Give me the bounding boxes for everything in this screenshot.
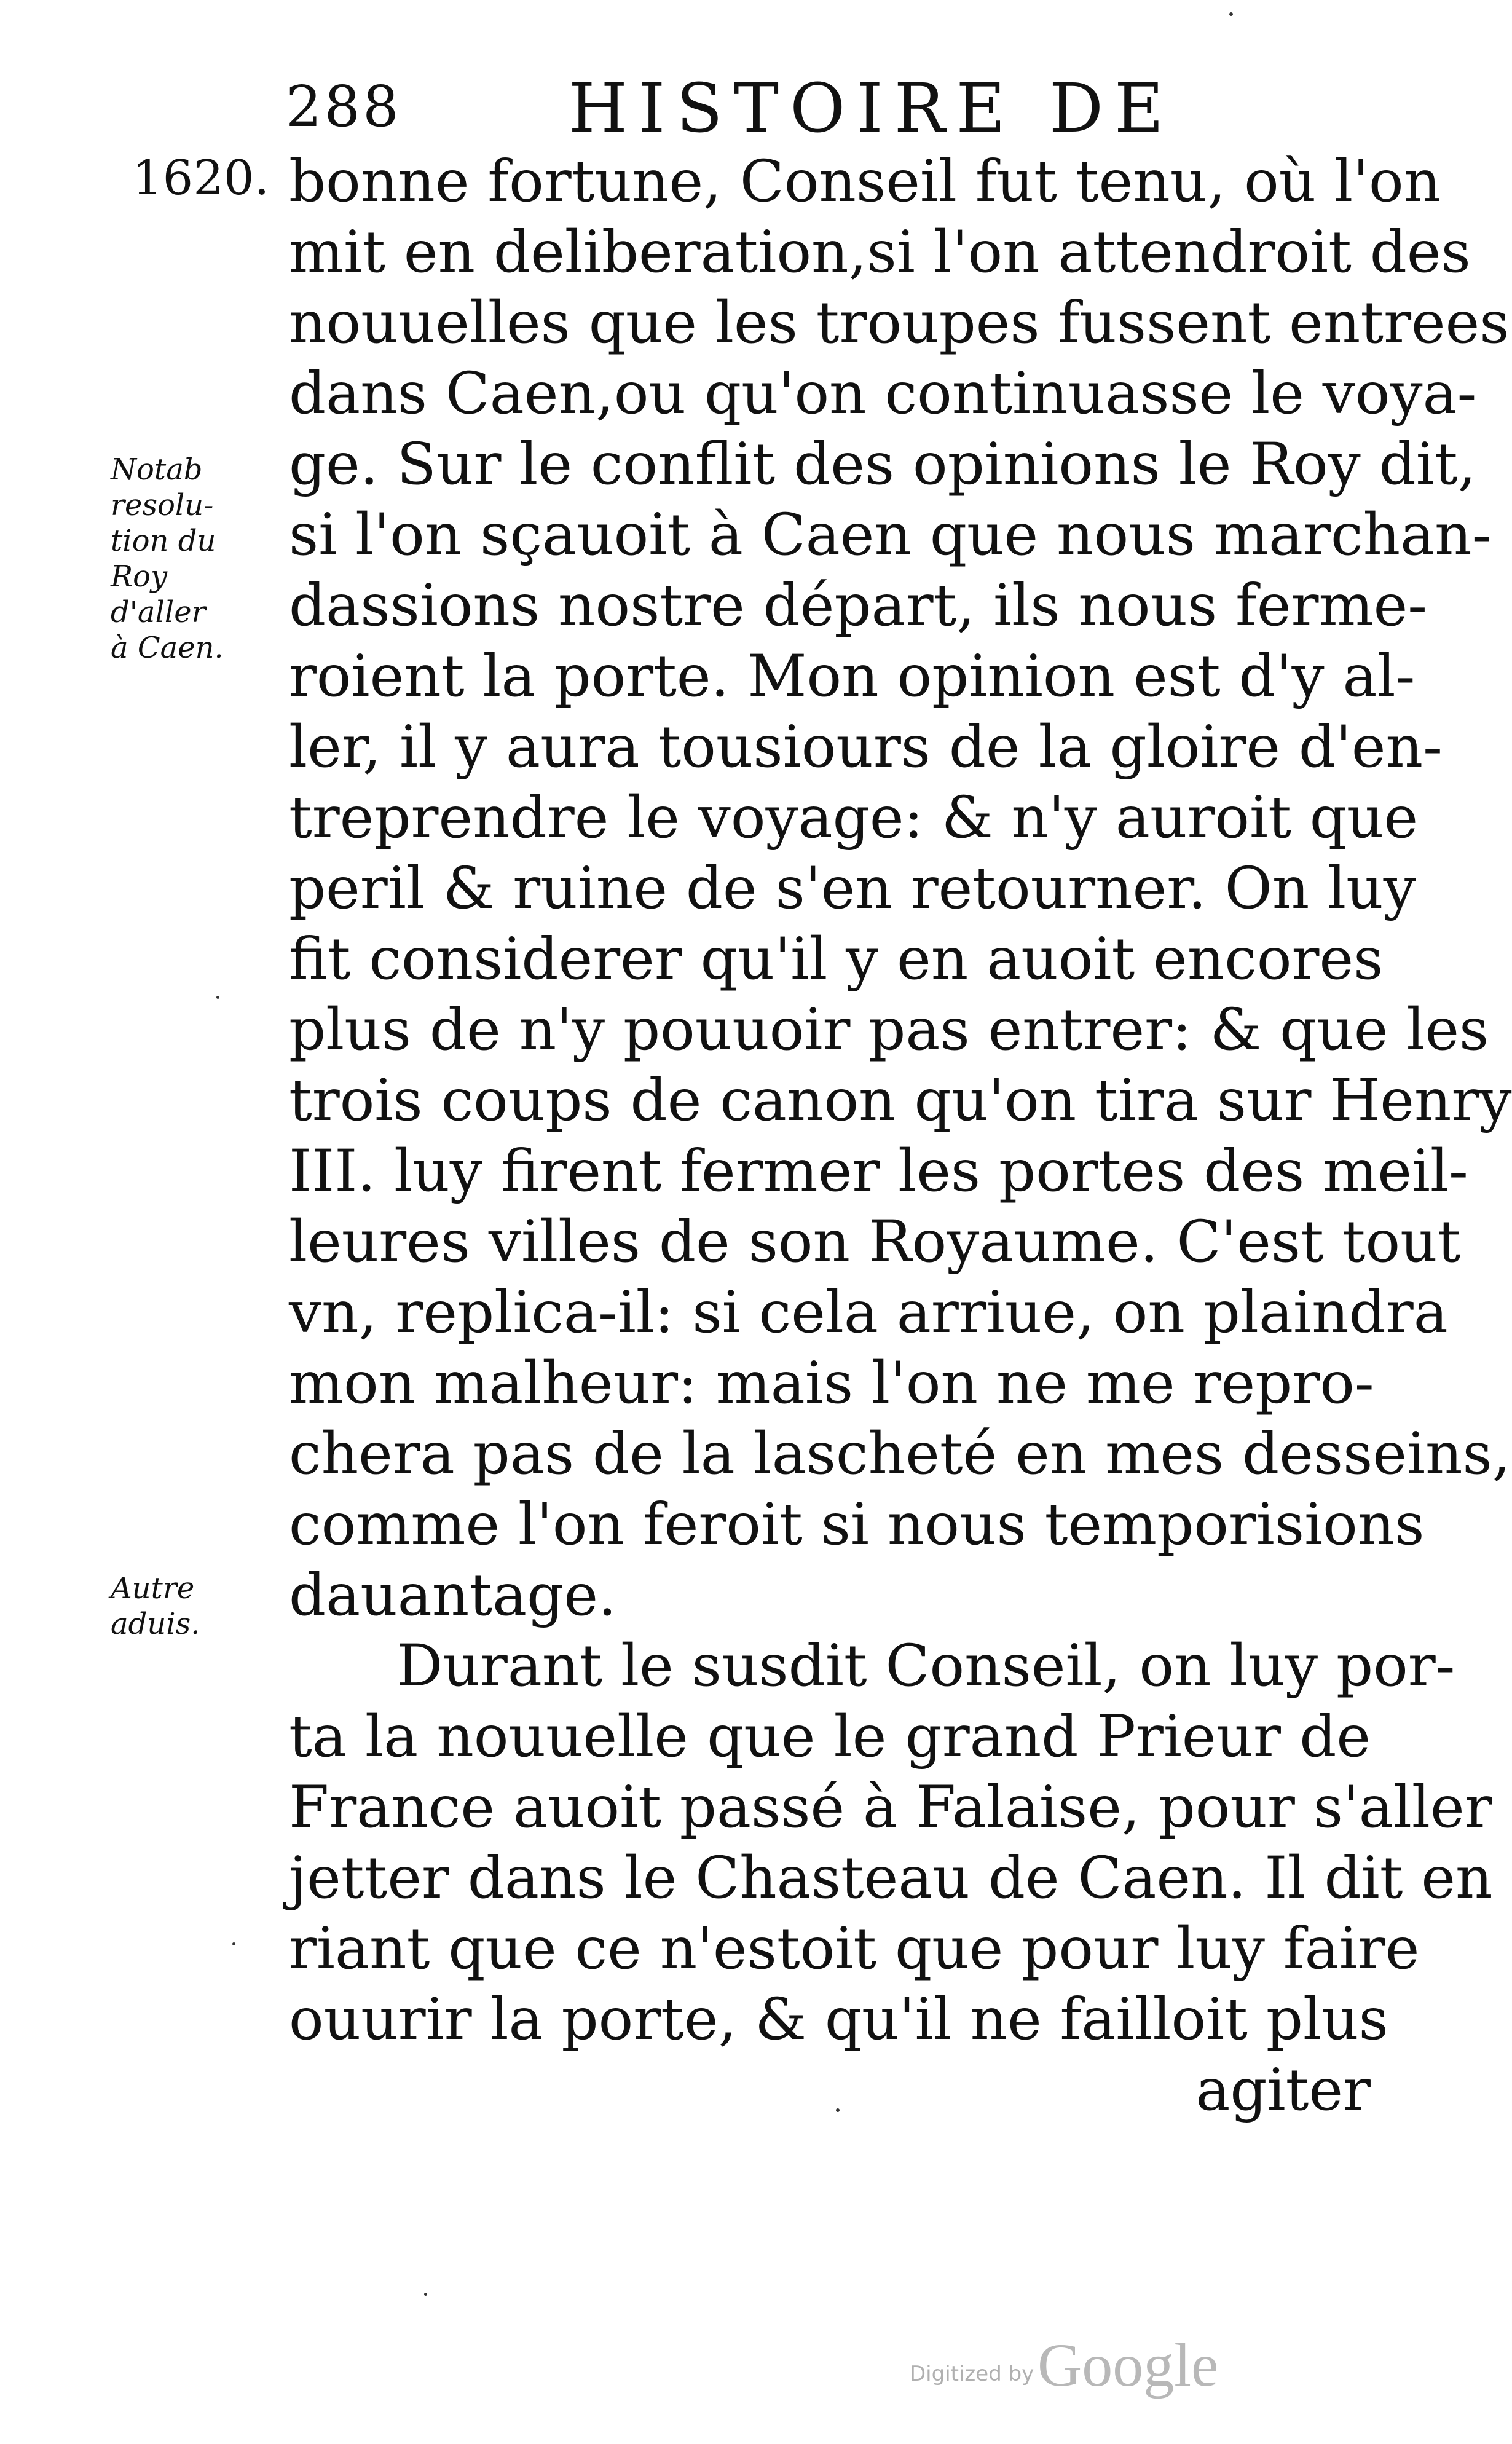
ink-speck [232,1942,235,1945]
ink-speck [216,996,219,999]
margin-note-line: d'aller [111,595,206,629]
text-line: roient la porte. Mon opinion est d'y al- [289,643,1416,710]
margin-note-line: Autre [111,1571,195,1606]
text-line: vn, replica-il: si cela arriue, on plaindra [289,1279,1448,1346]
text-line: ta la nouuelle que le grand Prieur de [289,1703,1371,1770]
text-line: trois coups de canon qu'on tira sur Henry [289,1067,1512,1134]
margin-note-line: Roy [111,559,168,594]
margin-note-autre-aduis [111,1571,270,1642]
text-line: III. luy firent fermer les portes des meil- [289,1138,1468,1205]
text-line: fit considerer qu'il y en auoit encores [289,926,1384,993]
margin-year: 1620. [132,151,270,206]
text-line: dauantage. [289,1562,616,1629]
text-line: France auoit passé à Falaise, pour s'aller [289,1774,1492,1841]
text-line: riant que ce n'estoit que pour luy faire [289,1915,1420,1982]
text-line: mon malheur: mais l'on ne me repro- [289,1350,1374,1417]
watermark-prefix: Digitized by [910,2362,1034,2386]
text-line: dans Caen,ou qu'on continuasse le voya- [289,360,1477,427]
text-line: bonne fortune, Conseil fut tenu, où l'on [289,148,1441,215]
digitized-watermark [910,2330,1254,2397]
text-line: dassions nostre départ, ils nous ferme- [289,572,1428,639]
text-line: ler, il y aura tousiours de la gloire d'en- [289,714,1443,781]
text-line: Durant le susdit Conseil, on luy por- [396,1633,1455,1700]
text-line: jetter dans le Chasteau de Caen. Il dit en [289,1845,1493,1912]
text-line: treprendre le voyage: & n'y auroit que [289,784,1419,851]
text-line: comme l'on feroit si nous temporisions [289,1491,1425,1558]
ink-speck [836,2108,840,2112]
ink-speck [1229,12,1233,16]
margin-note-line: resolu- [111,488,214,522]
text-line: si l'on sçauoit à Caen que nous marchan- [289,502,1492,569]
text-line: mit en deliberation,si l'on attendroit des [289,219,1471,286]
text-line: ouurir la porte, & qu'il ne failloit plus [289,1986,1388,2053]
running-head [280,69,1189,148]
text-line: ge. Sur le conflit des opinions le Roy dit, [289,431,1476,498]
body-text [289,146,1512,2126]
page-number: 288 [286,74,401,140]
running-title: HISTOIRE DE [569,69,1175,148]
margin-note-resolution [111,452,270,666]
text-line: plus de n'y pouuoir pas entrer: & que les [289,996,1489,1063]
ink-speck [424,2293,427,2296]
text-line: nouuelles que les troupes fussent entrees [289,290,1510,357]
text-line: peril & ruine de s'en retourner. On luy [289,855,1416,922]
catchword: agiter [1195,2057,1371,2124]
google-logo: Google [1038,2331,1219,2399]
margin-note-line: à Caen. [111,631,224,665]
margin-note-line: tion du [111,524,216,558]
text-line: leures villes de son Royaume. C'est tout [289,1208,1461,1275]
margin-note-line: aduis. [111,1607,200,1641]
margin-note-line: Notab [111,452,203,487]
text-line: chera pas de la lascheté en mes desseins, [289,1421,1511,1488]
